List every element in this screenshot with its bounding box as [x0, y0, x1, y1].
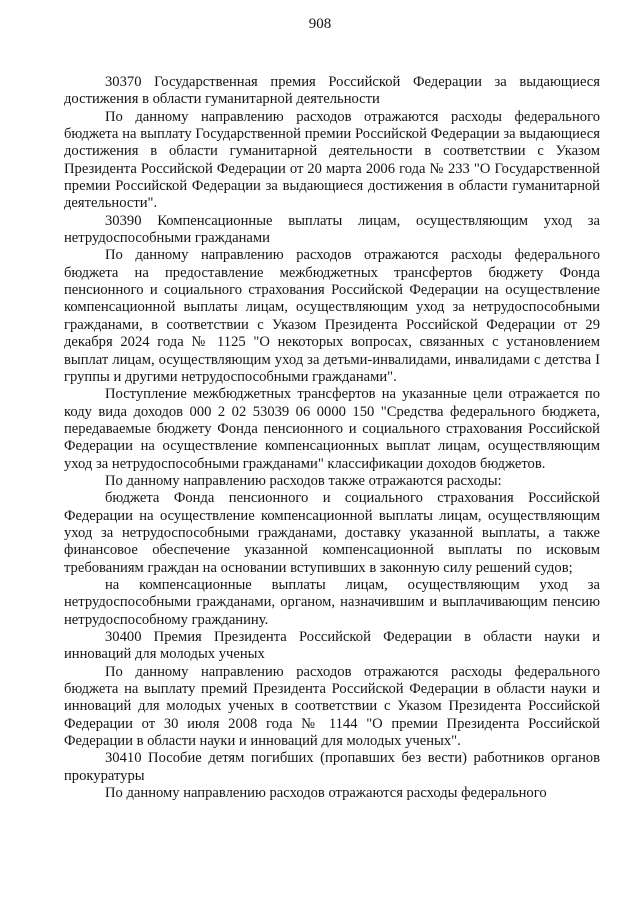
- section-heading-30400: 30400 Премия Президента Российской Федерации в области науки и инноваций для молодых ученых: [64, 629, 600, 663]
- paragraph: Поступление межбюджетных трансфертов на указанные цели отражается по коду вида доходов 000 2 02 53039 06 0000 150 "Средства федерального бюджета, передаваемые бюджету Фонда пенсионного и социального страхования Российской Федерации на осуществление компенсационных выплат лицам, осуществляющим уход за нетрудоспособными гражданами" классификации доходов бюджетов.: [64, 386, 600, 472]
- paragraph: По данному направлению расходов также отражаются расходы:: [105, 472, 502, 489]
- page-number: 908: [308, 16, 332, 32]
- paragraph: По данному направлению расходов отражаются расходы федерального бюджета на выплату Государственной премии Российской Федерации за выдающиеся достижения в области гуманитарной деятельности в соответствии с Указом Президента Российской Федерации от 20 марта 2006 года № 233 "О Государственной премии Российской Федерации за выдающиеся достижения в области гуманитарной деятельности".: [64, 108, 600, 212]
- paragraph: По данному направлению расходов отражаются расходы федерального бюджета на выплату премий Президента Российской Федерации в области науки и инноваций для молодых ученых в соответствии с Указом Президента Российской Федерации от 30 июля 2008 года № 1144 "О премии Президента Российской Федерации в области науки и инноваций для молодых ученых".: [64, 663, 600, 750]
- paragraph: бюджета Фонда пенсионного и социального страхования Российской Федерации на осуществление компенсационной выплаты лицам, осуществляющим уход за нетрудоспособными гражданами, доставку указанной выплаты, а также финансовое обеспечение указанной компенсационной выплаты по исковым требованиям граждан на основании вступивших в законную силу решений судов;: [64, 490, 600, 576]
- section-heading-30410: 30410 Пособие детям погибших (пропавших без вести) работников органов прокуратуры: [64, 750, 600, 784]
- paragraph: на компенсационные выплаты лицам, осуществляющим уход за нетрудоспособными гражданами, органом, назначившим и выплачивающим пенсию нетрудоспособному гражданину.: [64, 576, 600, 628]
- document-body: [64, 74, 600, 802]
- section-heading-30390: 30390 Компенсационные выплаты лицам, осуществляющим уход за нетрудоспособными гражданами: [64, 212, 600, 247]
- paragraph: По данному направлению расходов отражаются расходы федерального: [105, 785, 547, 802]
- section-heading-30370: 30370 Государственная премия Российской Федерации за выдающиеся достижения в области гуманитарной деятельности: [64, 74, 600, 108]
- paragraph: По данному направлению расходов отражаются расходы федерального бюджета на предоставление межбюджетных трансфертов бюджету Фонда пенсионного и социального страхования Российской Федерации на осуществление компенсационной выплаты лицам, осуществляющим уход за нетрудоспособными гражданами, в соответствии с Указом Президента Российской Федерации от 29 декабря 2024 года № 1125 "О некоторых вопросах, связанных с установлением выплат лицам, осуществляющим уход за детьми-инвалидами, инвалидами с детства I группы и другими нетрудоспособными гражданами".: [64, 247, 600, 385]
